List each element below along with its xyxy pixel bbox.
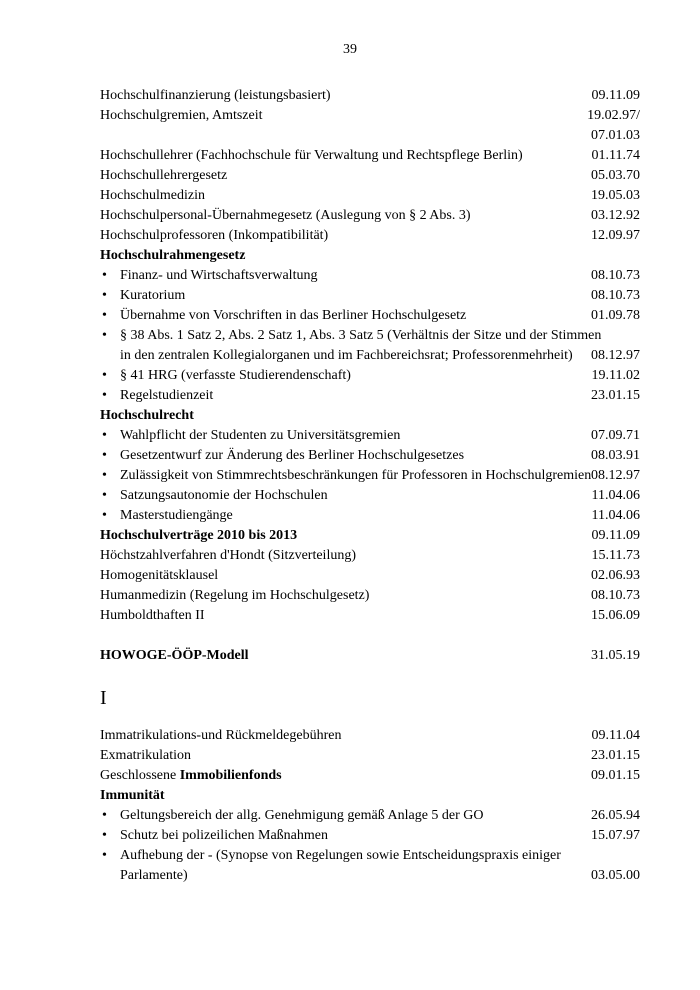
index-heading xyxy=(100,246,640,266)
entry-title: Homogenitätsklausel xyxy=(100,568,219,583)
entry-date: 19.05.03 xyxy=(591,188,640,203)
entry-title: Parlamente) xyxy=(120,868,188,883)
bullet-icon: • xyxy=(102,388,107,403)
bullet-icon: • xyxy=(102,848,107,863)
index-entry xyxy=(100,566,640,586)
index-entry xyxy=(100,446,640,466)
entry-date: 19.02.97/ xyxy=(587,108,640,123)
index-entry xyxy=(100,266,640,286)
entry-title: Wahlpflicht der Studenten zu Universitätsgremien xyxy=(120,428,401,443)
index-entry xyxy=(100,126,640,146)
index-entry xyxy=(100,466,640,486)
entry-date: 08.03.91 xyxy=(591,448,640,463)
entry-date: 01.09.78 xyxy=(591,308,640,323)
entry-date: 15.07.97 xyxy=(591,828,640,843)
entry-date: 26.05.94 xyxy=(591,808,640,823)
bullet-icon: • xyxy=(102,448,107,463)
entry-date: 08.12.97 xyxy=(591,348,640,363)
index-entry xyxy=(100,726,640,746)
entry-date: 15.06.09 xyxy=(591,608,640,623)
entry-title: Finanz- und Wirtschaftsverwaltung xyxy=(120,268,318,283)
index-entry xyxy=(100,846,640,866)
entry-date: 11.04.06 xyxy=(591,488,640,503)
bullet-icon: • xyxy=(102,308,107,323)
entry-date: 09.11.09 xyxy=(591,528,640,543)
entry-title: Zulässigkeit von Stimmrechtsbeschränkungen für Professoren in Hochschulgremien xyxy=(120,468,592,483)
bullet-icon: • xyxy=(102,508,107,523)
index-entry xyxy=(100,766,640,786)
index-entry xyxy=(100,326,640,346)
index-entry xyxy=(100,806,640,826)
bullet-icon: • xyxy=(102,468,107,483)
index-entry xyxy=(100,226,640,246)
entry-date: 31.05.19 xyxy=(591,648,640,663)
entry-title-bold: Immobilienfonds xyxy=(179,768,282,783)
entry-date: 07.09.71 xyxy=(591,428,640,443)
entry-title: Immatrikulations-und Rückmeldegebühren xyxy=(100,728,342,743)
entry-date: 09.11.04 xyxy=(591,728,640,743)
index-heading xyxy=(100,526,640,546)
entry-title: Übernahme von Vorschriften in das Berliner Hochschulgesetz xyxy=(120,308,467,323)
entry-title: Hochschulprofessoren (Inkompatibilität) xyxy=(100,228,329,243)
entry-title: Höchstzahlverfahren d'Hondt (Sitzverteilung) xyxy=(100,548,356,563)
entry-title: Aufhebung der - (Synopse von Regelungen sowie Entscheidungspraxis einiger xyxy=(120,848,561,863)
entry-date: 11.04.06 xyxy=(591,508,640,523)
index-entry xyxy=(100,206,640,226)
entry-date: 12.09.97 xyxy=(591,228,640,243)
index-entry xyxy=(100,386,640,406)
entry-date: 08.10.73 xyxy=(591,588,640,603)
index-entry xyxy=(100,426,640,446)
entry-date: 08.12.97 xyxy=(591,468,640,483)
entry-title: Exmatrikulation xyxy=(100,748,191,763)
entry-date: 07.01.03 xyxy=(591,128,640,143)
spacer xyxy=(100,718,640,726)
bullet-icon: • xyxy=(102,368,107,383)
index-entry xyxy=(100,306,640,326)
entry-title: Hochschullehrer (Fachhochschule für Verwaltung und Rechtspflege Berlin) xyxy=(100,148,523,163)
index-entry xyxy=(100,826,640,846)
entry-title: in den zentralen Kollegialorganen und im Fachbereichsrat; Professorenmehrheit) xyxy=(120,348,573,363)
entry-title: Schutz bei polizeilichen Maßnahmen xyxy=(120,828,328,843)
entry-title: § 41 HRG (verfasste Studierendenschaft) xyxy=(120,368,351,383)
bullet-icon: • xyxy=(102,488,107,503)
index-entry xyxy=(100,746,640,766)
entry-title: Regelstudienzeit xyxy=(120,388,214,403)
index-entry xyxy=(100,866,640,886)
entry-title: Geltungsbereich der allg. Genehmigung gemäß Anlage 5 der GO xyxy=(120,808,484,823)
index-entry xyxy=(100,106,640,126)
index-entry xyxy=(100,486,640,506)
spacer xyxy=(100,666,640,678)
index-heading xyxy=(100,786,640,806)
entry-date: 23.01.15 xyxy=(591,388,640,403)
index-entry xyxy=(100,606,640,626)
bullet-icon: • xyxy=(102,808,107,823)
entry-title: § 38 Abs. 1 Satz 2, Abs. 2 Satz 1, Abs. 3 Satz 5 (Verhältnis der Sitze und der Stimmen xyxy=(120,328,602,343)
entry-title: Hochschullehrergesetz xyxy=(100,168,228,183)
index-entry xyxy=(100,586,640,606)
entry-title: Hochschulpersonal-Übernahmegesetz (Auslegung von § 2 Abs. 3) xyxy=(100,208,471,223)
entry-title: Hochschulverträge 2010 bis 2013 xyxy=(100,528,298,543)
entry-title: HOWOGE-ÖÖP-Modell xyxy=(100,648,249,663)
index-entry-howoge xyxy=(100,646,640,666)
index-heading xyxy=(100,406,640,426)
entry-title: Hochschulfinanzierung (leistungsbasiert) xyxy=(100,88,331,103)
index-entry xyxy=(100,166,640,186)
index-entry xyxy=(100,506,640,526)
entry-title: Humboldthaften II xyxy=(100,608,205,623)
entry-title: Hochschulrecht xyxy=(100,408,194,423)
entry-title: Satzungsautonomie der Hochschulen xyxy=(120,488,328,503)
bullet-icon: • xyxy=(102,828,107,843)
section-letter: I xyxy=(100,687,107,709)
index-entry xyxy=(100,346,640,366)
index-entry xyxy=(100,146,640,166)
entry-title: Kuratorium xyxy=(120,288,186,303)
spacer xyxy=(100,626,640,646)
entry-date: 09.01.15 xyxy=(591,768,640,783)
entry-date: 23.01.15 xyxy=(591,748,640,763)
entry-date: 08.10.73 xyxy=(591,268,640,283)
index-entry xyxy=(100,286,640,306)
entry-title xyxy=(100,766,640,786)
bullet-icon: • xyxy=(102,428,107,443)
bullet-icon: • xyxy=(102,268,107,283)
entry-title: Gesetzentwurf zur Änderung des Berliner Hochschulgesetzes xyxy=(120,448,465,463)
index-entry xyxy=(100,186,640,206)
entry-date: 01.11.74 xyxy=(591,148,640,163)
index-entry xyxy=(100,86,640,106)
index-content xyxy=(100,86,640,886)
entry-date: 19.11.02 xyxy=(591,368,640,383)
entry-title: Humanmedizin (Regelung im Hochschulgesetz) xyxy=(100,588,370,603)
entry-date: 02.06.93 xyxy=(591,568,640,583)
entry-date: 03.12.92 xyxy=(591,208,640,223)
bullet-icon: • xyxy=(102,328,107,343)
entry-title-prefix: Geschlossene xyxy=(100,768,180,783)
entry-title: Masterstudiengänge xyxy=(120,508,233,523)
entry-date: 09.11.09 xyxy=(591,88,640,103)
entry-date: 15.11.73 xyxy=(591,548,640,563)
page-number: 39 xyxy=(343,42,357,57)
index-entry xyxy=(100,546,640,566)
entry-title: Hochschulrahmengesetz xyxy=(100,248,246,263)
entry-date: 08.10.73 xyxy=(591,288,640,303)
entry-date: 05.03.70 xyxy=(591,168,640,183)
index-block-h xyxy=(100,86,640,626)
index-entry xyxy=(100,366,640,386)
entry-title: Hochschulmedizin xyxy=(100,188,205,203)
entry-date: 03.05.00 xyxy=(591,868,640,883)
entry-title: Hochschulgremien, Amtszeit xyxy=(100,108,263,123)
entry-title: Immunität xyxy=(100,788,165,803)
bullet-icon: • xyxy=(102,288,107,303)
index-block-i xyxy=(100,726,640,886)
